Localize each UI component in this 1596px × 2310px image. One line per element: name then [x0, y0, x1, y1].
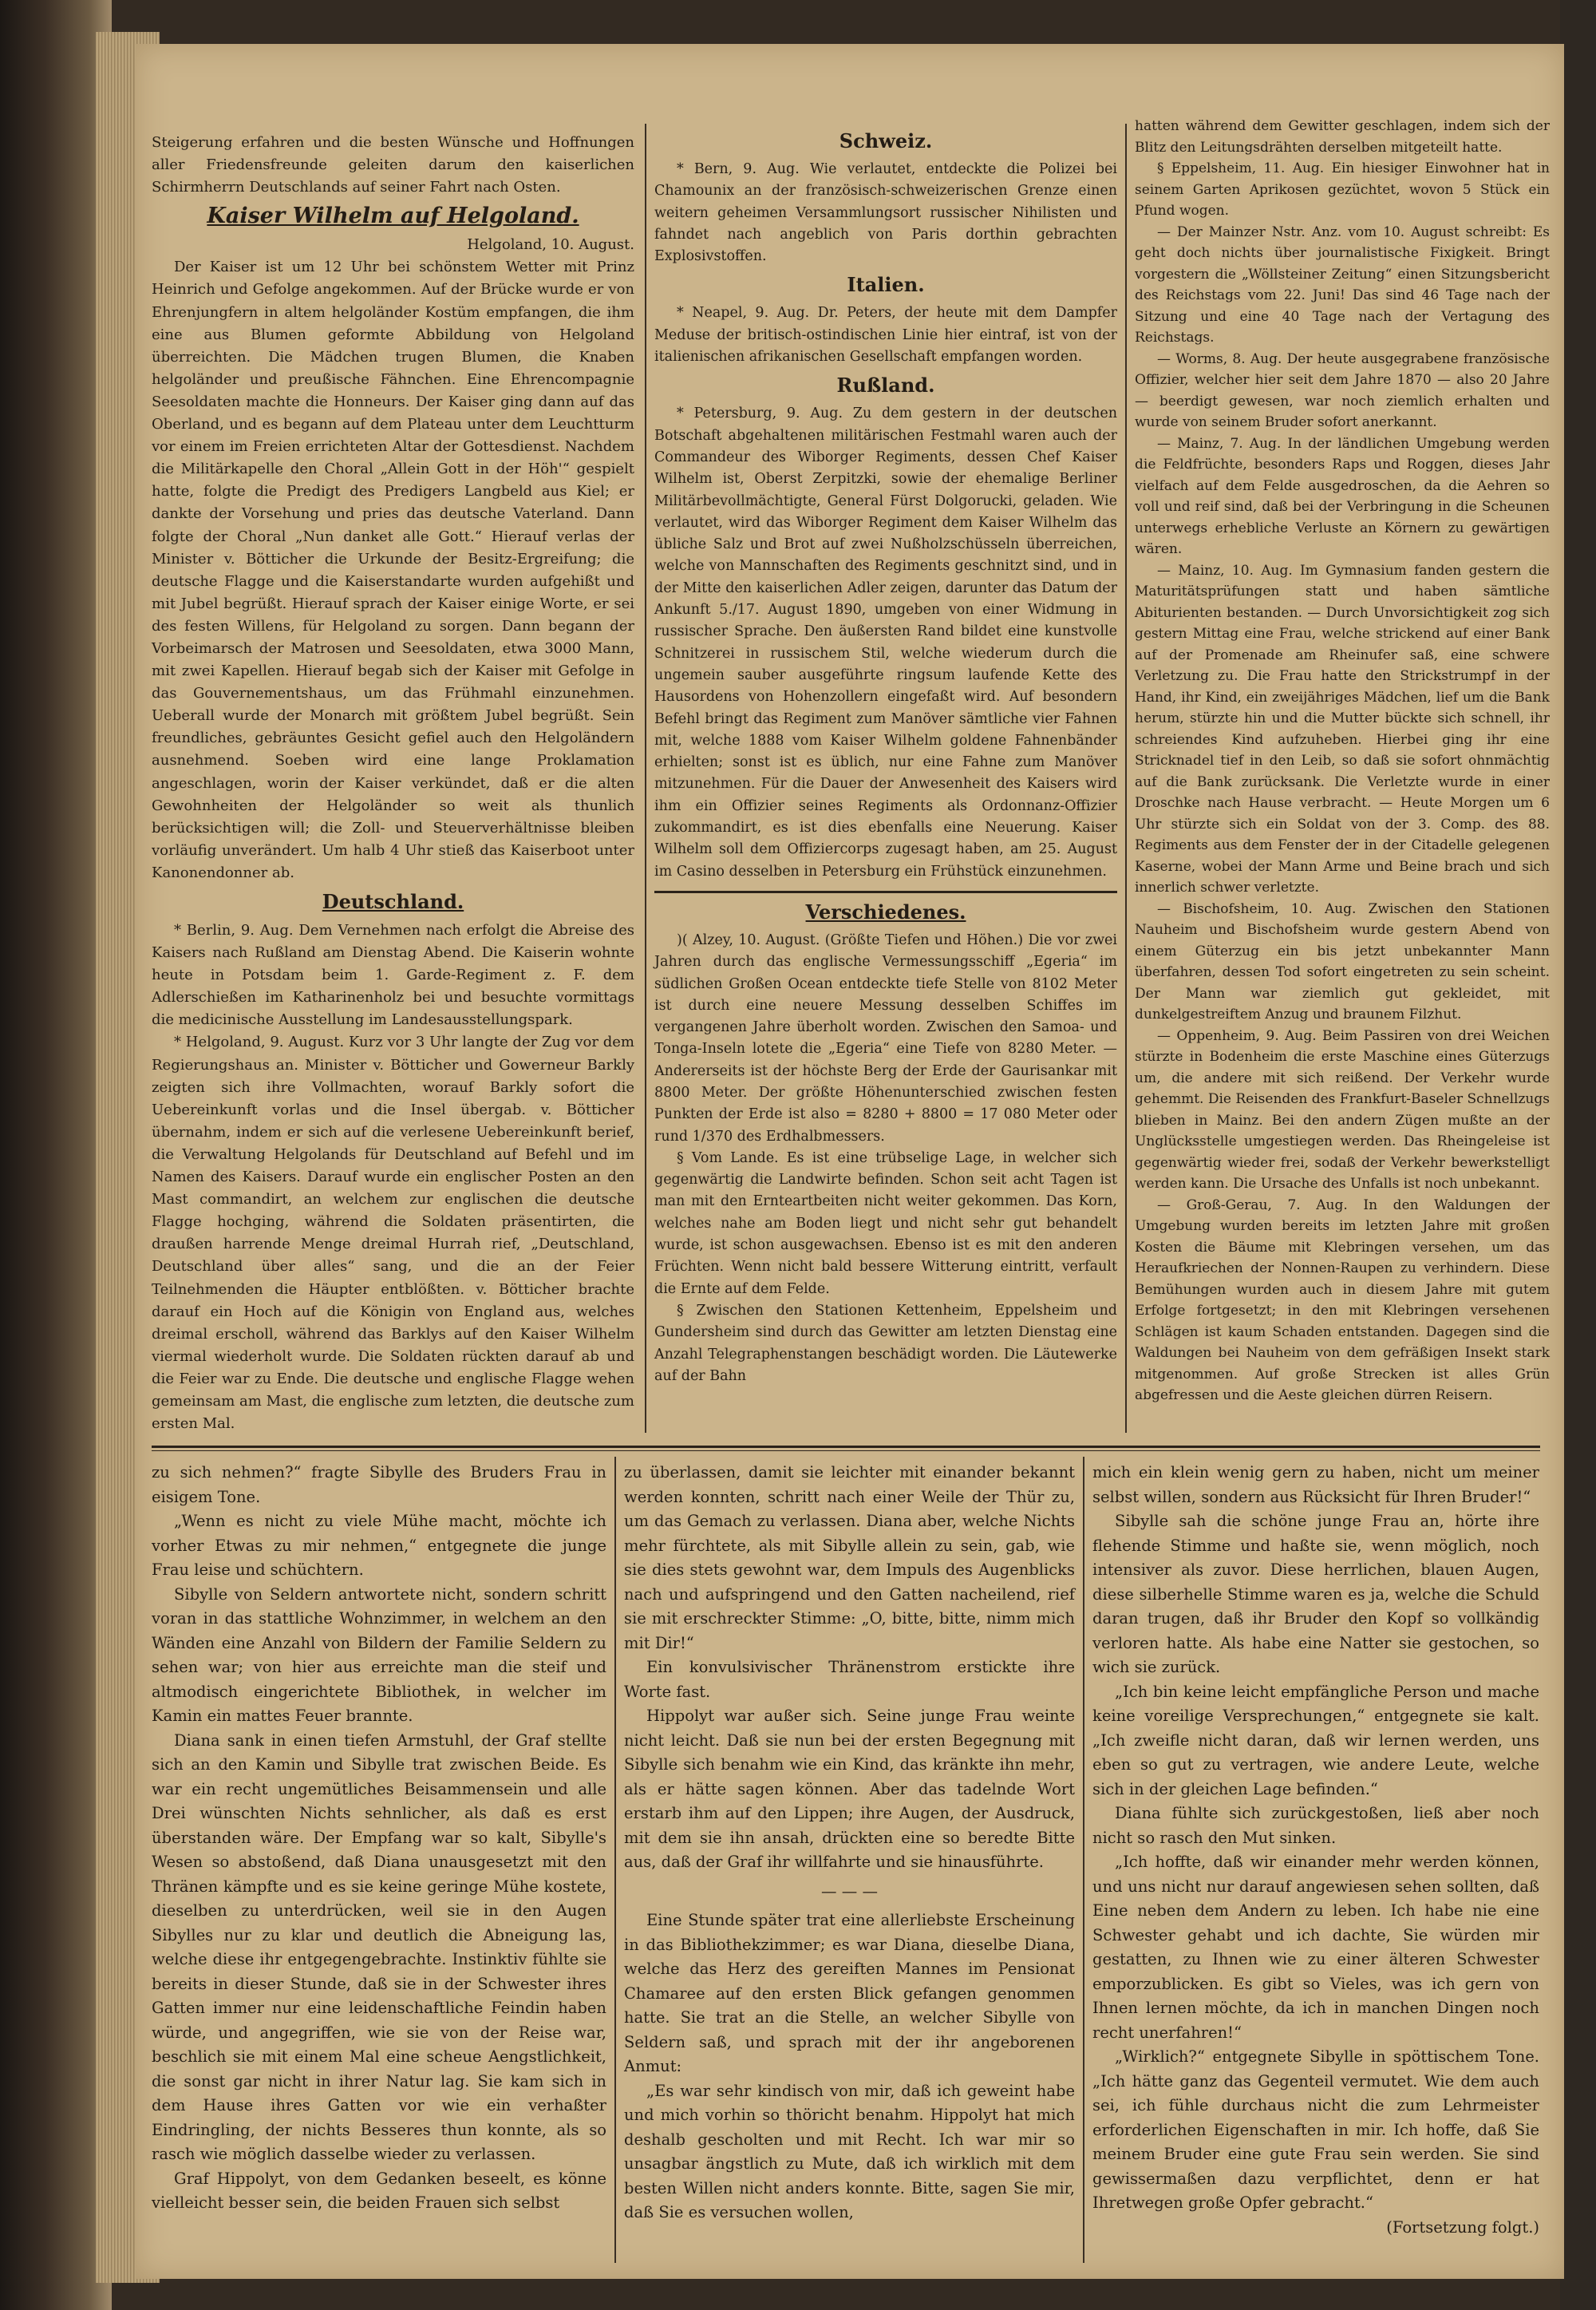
- story-paragraph: zu überlassen, damit sie leichter mit einander bekannt werden konnten, schritt nach einer Weile der Thür zu, um das Gemach zu verlassen. Diana aber, welche Nichts mehr fürchtete, als mit Sibylle allein zu sein, gab, wie sie dies stets gewohnt war, dem Impuls des Augenblicks nach und aufspringend und den Gatten nacheilend, rief sie mit erschreckter Stimme: „O, bitte, bitte, nimm mich mit Dir!“: [624, 1463, 1075, 1652]
- article-paragraph: § Zwischen den Stationen Kettenheim, Eppelsheim und Gundersheim sind durch das Gewitter am letzten Dienstag eine Anzahl Telegraphenstangen beschädigt worden. Die Läutewerke auf der Bahn: [654, 1302, 1117, 1384]
- article-paragraph: — Bischofsheim, 10. Aug. Zwischen den Stationen Nauheim und Bischofsheim wurde gestern Abend von einem Güterzug ein bis jetzt unbekannter Mann überfahren, dessen Tod sofort eingetreten zu sein scheint. Der Mann war ziemlich gut gekleidet, mit dunkelgestreiftem Anzug und braunem Filzhut.: [1135, 900, 1550, 1022]
- story-paragraph: Diana sank in einen tiefen Armstuhl, der Graf stellte sich an den Kamin und Sibylle trat zwischen Beide. Es war ein recht ungemütliches Beisammensein und alle Drei wünschten Nichts sehnlicher, als daß es erst überstanden wäre. Der Empfang war so kalt, Sibylle's Wesen so abstoßend, daß Diana unausgesetzt mit den Thränen kämpfte und es sie keine geringe Mühe kostete, dieselben zu unterdrücken, weil sie in den Augen Sibylles nur zu klar und deutlich die Abneigung las, welche diese ihr entgegengebrachte. Instinktiv fühlte sie bereits in dieser Stunde, daß sie in der Schwester ihres Gatten immer nur eine leidenschaftliche Feindin haben würde, und angegriffen, wie sie von der Reise war, beschlich sie mit einem Mal eine scheue Aengstlichkeit, die sonst gar nicht in ihrer Natur lag. Sie kam sich in dem Hause ihres Gatten vor wie ein verhaßter Eindringling, der nichts Besseres thun konnte, als so rasch wie möglich dasselbe wieder zu verlassen.: [152, 1731, 606, 2163]
- feuilleton-column-3: [1092, 1461, 1539, 2240]
- column-rule: [1125, 124, 1127, 1433]
- article-paragraph: — Mainz, 7. Aug. In der ländlichen Umgebung werden die Feldfrüchte, besonders Raps und Roggen, dieses Jahr vielfach auf dem Felde ausgedroschen, da die Aehren so voll und reif sind, daß bei der Verbringung in die Scheunen unterwegs erhebliche Verluste an Körnern zu gewärtigen wären.: [1135, 435, 1550, 557]
- story-paragraph: „Ich bin keine leicht empfängliche Person und mache keine voreilige Versprechungen,“ entgegnete sie kalt. „Ich zweifle nicht daran, daß wir lernen werden, uns eben so gut zu vertragen, wie andere Leute, welche sich in der gleichen Lage befinden.“: [1092, 1682, 1539, 1798]
- column-rule: [1083, 1457, 1084, 2263]
- feuilleton-column-1: [152, 1461, 606, 2216]
- section-heading-italien: Italien.: [847, 273, 925, 297]
- section-heading-schweiz: Schweiz.: [839, 129, 933, 152]
- feuilleton-rule: [152, 1446, 1540, 1448]
- feuilleton-column-2: [624, 1461, 1075, 2225]
- article-paragraph: hatten während dem Gewitter geschlagen, indem sich der Blitz den Leitungsdrähten derselben mitgeteilt hatte.: [1135, 118, 1550, 156]
- story-paragraph: Eine Stunde später trat eine allerliebste Erscheinung in das Bibliothekzimmer; es war Diana, dieselbe Diana, welche das Herz des gereiften Mannes im Pensionat Chamaree auf den ersten Blick gefangen genommen hatte. Sie trat an die Stelle, an welcher Sibylle von Seldern saß, und sprach mit der ihr angeborenen Anmut:: [624, 1911, 1075, 2075]
- article-paragraph: § Vom Lande. Es ist eine trübselige Lage, in welcher sich gegenwärtig die Landwirte befinden. Schon seit acht Tagen ist man mit den Ernteartbeiten nicht weiter gekommen. Das Korn, welches nahe am Boden liegt und nicht sehr gut behandelt wurde, ist schon ausgewachsen. Ebenso ist es mit den anderen Früchten. Wenn nicht bald bessere Witterung eintritt, verfault die Ernte auf dem Felde.: [654, 1149, 1117, 1297]
- book-spine: [0, 0, 112, 2310]
- story-paragraph: Ein konvulsivischer Thränenstrom erstickte ihre Worte fast.: [624, 1658, 1075, 1701]
- headline-kaiser-helgoland: Kaiser Wilhelm auf Helgoland.: [207, 204, 579, 229]
- section-heading-deutschland: Deutschland.: [322, 890, 464, 913]
- column-3: [1135, 116, 1550, 1406]
- column-rule: [614, 1457, 616, 2263]
- article-paragraph: * Bern, 9. Aug. Wie verlautet, entdeckte die Polizei bei Chamounix an der französisch-schweizerischen Grenze einen weitern geheimen Versammlungsort russischer Nihilisten und fahndet nach angeblich von Paris dorthin gebrachten Explosivstoffen.: [654, 161, 1117, 265]
- article-paragraph: — Groß-Gerau, 7. Aug. In den Waldungen der Umgebung wurden bereits im letzten Jahre mit großen Kosten die Bäume mit Klebringen versehen, um das Heraufkriechen der Nonnen-Raupen zu verhindern. Diese Bemühungen wurden auch in diesem Jahre mit gutem Erfolge fortgesetzt; in den mit Klebringen versehenen Schlägen ist kaum Schaden entstanden. Dagegen sind die Waldungen bei Nauheim von dem gefräßigen Insekt stark mitgenommen. Auf große Strecken ist alles Grün abgefressen und die Aeste gleichen dürren Reisern.: [1135, 1197, 1550, 1403]
- story-paragraph: Sibylle von Seldern antwortete nicht, sondern schritt voran in das stattliche Wohnzimmer, in welchem an den Wänden eine Anzahl von Bildern der Familie Seldern zu sehen war; von hier aus erreichte man die steif und altmodisch eingerichtete Bibliothek, in welcher im Kamin ein mattes Feuer brannte.: [152, 1584, 606, 1725]
- story-paragraph: „Wenn es nicht zu viele Mühe macht, möchte ich vorher Etwas zu mir nehmen,“ entgegnete die junge Frau leise und schüchtern.: [152, 1512, 606, 1579]
- article-paragraph: — Oppenheim, 9. Aug. Beim Passiren von drei Weichen stürzte in Bodenheim die erste Maschine eines Güterzugs um, die andere mit sich reißend. Der Verkehr wurde gehemmt. Die Reisenden des Frankfurt-Baseler Schnellzugs blieben in Mainz. Bei den andern Zügen mußte an der Unglücksstelle umgestiegen werden. Das Rheingeleise ist gegenwärtig wieder frei, sodaß der Verkehr bewerkstelligt werden kann. Die Ursache des Unfalls ist noch unbekannt.: [1135, 1027, 1550, 1192]
- article-paragraph: — Mainz, 10. Aug. Im Gymnasium fanden gestern die Maturitätsprüfungen statt und haben sämtliche Abiturienten bestanden. — Durch Unvorsichtigkeit zog sich gestern Mittag eine Frau, welche strickend auf einer Bank auf der Promenade am Rheinufer saß, eine schwere Verletzung zu. Die Frau hatte den Strickstrumpf in der Hand, ihr Kind, ein zweijähriges Mädchen, lief um die Bank herum, stürzte hin und die Mutter bückte sich schnell, ihr schreiendes Kind aufzuheben. Hierbei ging ihr eine Stricknadel tief in den Leib, so daß sie sofort ohnmächtig auf die Bank zurücksank. Die Verletzte wurde in einer Droschke nach Hause verbracht. — Heute Morgen um 6 Uhr stürzte sich ein Soldat von der 3. Comp. des 88. Regiments aus dem Fenster der in der Citadelle gelegenen Kaserne, wobei der Mann Arme und Beine brach und sich innerlich schwer verletzte.: [1135, 562, 1550, 896]
- article-tail: Steigerung erfahren und die besten Wünsche und Hoffnungen aller Friedensfreunde geleiten darum den kaiserlichen Schirmherrn Deutschlands auf seiner Fahrt nach Osten.: [152, 134, 634, 196]
- section-heading-russland: Rußland.: [836, 374, 935, 398]
- article-paragraph: — Der Mainzer Nstr. Anz. vom 10. August schreibt: Es geht doch nichts über journalistische Fixigkeit. Bringt vorgestern die „Wöllsteiner Zeitung“ einen Sitzungsbericht des Reichstags vom 22. Juni! Das sind 46 Tage nach der Sitzung und eine 40 Tage nach der Vertagung des Reichstags.: [1135, 223, 1550, 346]
- article-paragraph: § Eppelsheim, 11. Aug. Ein hiesiger Einwohner hat in seinem Garten Aprikosen gezüchtet, wovon 5 Stück ein Pfund wogen.: [1135, 160, 1550, 219]
- feuilleton-rule: [152, 1450, 1540, 1451]
- column-rule: [645, 124, 646, 1433]
- story-paragraph: mich ein klein wenig gern zu haben, nicht um meiner selbst willen, sondern aus Rücksicht für Ihren Bruder!“: [1092, 1463, 1539, 1506]
- dateline: Helgoland, 10. August.: [467, 236, 634, 254]
- story-paragraph: „Ich hoffte, daß wir einander mehr werden können, und uns nicht nur darauf angewiesen sehen sollten, daß Eine neben dem Andern zu leben. Ich habe nie eine Schwester gehabt und ich dachte, Sie würden mir gestatten, zu Ihnen wie zu einer älteren Schwester emporzublicken. Es gibt so Vieles, was ich gern von Ihnen lernen möchte, da ich in manchen Dingen noch recht unerfahren!“: [1092, 1853, 1539, 2042]
- story-paragraph: Graf Hippolyt, von dem Gedanken beseelt, es könne vielleicht besser sein, die beiden Frauen sich selbst: [152, 2169, 606, 2212]
- article-paragraph: * Neapel, 9. Aug. Dr. Peters, der heute mit dem Dampfer Meduse der britisch-ostindischen Linie hier eintraf, ist von der italienischen afrikanischen Gesellschaft empfangen worden.: [654, 305, 1117, 366]
- section-heading-verschiedenes: Verschiedenes.: [805, 900, 966, 924]
- story-paragraph: „Es war sehr kindisch von mir, daß ich geweint habe und mich vorhin so thöricht benahm. Hippolyt hat mich deshalb gescholten und mit Recht. Ich war mir so unsagbar ängstlich zu Mute, daß ich wirklich mit dem besten Willen nicht anders konnte. Bitte, sagen Sie mir, daß Sie es versuchen wollen,: [624, 2081, 1075, 2221]
- article-paragraph: * Helgoland, 9. August. Kurz vor 3 Uhr langte der Zug vor dem Regierungshaus an. Minister v. Bötticher und Gowerneur Barkly zeigten sich ihre Vollmachten, worauf Barkly sofort die Uebereinkunft vorlas und die Insel übergab. v. Bötticher übernahm, indem er sich auf die verlesene Uebereinkunft berief, die Verwaltung Helgolands für Deutschland auf Befehl und im Namen des Kaisers. Darauf wurde ein englischer Posten an den Mast commandirt, an welchem zur englischen die deutsche Flagge hochging, während die Soldaten präsentirten, die draußen harrende Menge dreimal Hurrah rief, „Deutschland, Deutschland über alles“ sang, und die an der Feier Teilnehmenden die Häupter entblößten. v. Bötticher brachte darauf ein Hoch auf die Königin von England aus, welches dreimal erscholl, während das Barklys auf den Kaiser Wilhelm viermal wiederholt wurde. Die Soldaten rückten darauf ab und die Feier war zu Ende. Die deutsche und englische Flagge wehen gemeinsam am Mast, die englische zum letzten, die deutsche zum ersten Mal.: [152, 1034, 634, 1433]
- column-2: [654, 124, 1117, 1387]
- story-paragraph: zu sich nehmen?“ fragte Sibylle des Bruders Frau in eisigem Tone.: [152, 1463, 606, 1506]
- story-paragraph: Hippolyt war außer sich. Seine junge Frau weinte nicht leicht. Daß sie nun bei der ersten Begegnung mit Sibylle sich benahm wie ein Kind, das kränkte ihn mehr, als er hätte sagen können. Aber das tadelnde Wort erstarb ihm auf den Lippen; ihre Augen, der Ausdruck, mit dem sie ihn ansah, drückten eine so beredte Bitte aus, daß der Graf ihr willfahrte und sie hinausführte.: [624, 1707, 1075, 1871]
- article-paragraph: — Worms, 8. Aug. Der heute ausgegrabene französische Offizier, welcher hier seit dem Jahre 1870 — also 20 Jahre — beerdigt gewesen, war noch ziemlich erhalten und wurde von seinem Bruder sofort anerkannt.: [1135, 350, 1550, 430]
- story-paragraph: „Wirklich?“ entgegnete Sibylle in spöttischem Tone. „Ich hätte ganz das Gegenteil vermutet. Wie dem auch sei, ich fühle durchaus nicht die zum Lehrmeister erforderlichen Eigenschaften in mir. Ich hoffe, daß Sie meinem Bruder eine gute Frau sein werden. Sie sind gewissermaßen dazu verpflichtet, denn er hat Ihretwegen große Opfer gebracht.“: [1092, 2047, 1539, 2212]
- story-paragraph: Diana fühlte sich zurückgestoßen, ließ aber noch nicht so rasch den Mut sinken.: [1092, 1804, 1539, 1847]
- column-1: [152, 132, 634, 1435]
- article-paragraph: * Berlin, 9. Aug. Dem Vernehmen nach erfolgt die Abreise des Kaisers nach Rußland am Dienstag Abend. Die Kaiserin wohnte heute in Potsdam beim 1. Garde-Regiment z. F. dem Adlerschießen im Katharinenholz bei und besuchte vormittags die medicinische Ausstellung im Landesausstellungspark.: [152, 922, 634, 1029]
- section-rule: [654, 891, 1117, 893]
- background-edge: [1560, 0, 1596, 2310]
- article-paragraph: )( Alzey, 10. August. (Größte Tiefen und Höhen.) Die vor zwei Jahren durch das englische Vermessungsschiff „Egeria“ im südlichen Großen Ocean entdeckte tiefe Stelle von 8102 Meter ist durch eine neuere Messung desselben Schiffes im vergangenen Jahre überholt worden. Zwischen den Samoa- und Tonga-Inseln lotete die „Egeria“ eine Tiefe von 8280 Meter. — Andererseits ist der höchste Berg der Erde der Gaurisankar mit 8800 Meter. Der größte Höhenunterschied zwischen festen Punkten der Erde ist also = 8280 + 8800 = 17 080 Meter oder rund 1/370 des Erdhalbmessers.: [654, 932, 1117, 1145]
- continuation-note: (Fortsetzung folgt.): [1386, 2217, 1539, 2237]
- scene-break: — — —: [821, 1881, 878, 1901]
- article-paragraph: * Petersburg, 9. Aug. Zu dem gestern in der deutschen Botschaft abgehaltenen militärischen Festmahl waren auch der Commandeur des Wiborger Regiments, dessen Chef Kaiser Wilhelm ist, Oberst Zerpitzki, sowie der ehemalige Berliner Militärbevollmächtigte, General Fürst Dolgorucki, geladen. Wie verlautet, wird das Wiborger Regiment dem Kaiser Wilhelm das übliche Salz und Brot auf zwei Nußholzschüsseln überreichen, welche von Mannschaften des Regiments geschnitzt sind, und in der Mitte den kaiserlichen Adler zeigen, darunter das Datum der Ankunft 5./17. August 1890, umgeben von einer Widmung in russischer Sprache. Den äußersten Rand bildet eine kunstvolle Schnitzerei in russischem Stil, welche wiederum durch die ungemein sauber ausgeführte ringsum laufende Kette des Hausordens von Hohenzollern eingefaßt wird. Auf besondern Befehl bringt das Regiment zum Manöver sämtliche vier Fahnen mit, welche 1888 vom Kaiser Wilhelm goldene Fahnenbänder erhielten; sonst ist es üblich, nur eine Fahne zum Manöver mitzunehmen. Für die Dauer der Anwesenheit des Kaisers wird ihm ein Offizier seines Regiments als Ordonnanz-Offizier zukommandirt, es ist dies ebenfalls eine Neuerung. Kaiser Wilhelm soll dem Offiziercorps zugesagt haben, am 25. August im Casino desselben in Petersburg ein Frühstück einzunehmen.: [654, 405, 1117, 880]
- newspaper-page: [136, 44, 1564, 2279]
- story-paragraph: Sibylle sah die schöne junge Frau an, hörte ihre flehende Stimme und haßte sie, wenn möglich, noch intensiver als zuvor. Diese herrlichen, blauen Augen, diese silberhelle Stimme waren es ja, welche die Schuld daran trugen, daß ihr Bruder den Kopf so vollkändig verloren hatte. Als habe eine Natter sie gestochen, so wich sie zurück.: [1092, 1512, 1539, 1676]
- article-paragraph: Der Kaiser ist um 12 Uhr bei schönstem Wetter mit Prinz Heinrich und Gefolge angekommen. Auf der Brücke wurde er von Ehrenjungfern in altem helgoländer Kostüm empfangen, die ihm eine aus Blumen geformte Abbildung von Helgoland überreichten. Die Mädchen trugen Blumen, die Knaben helgoländer und preußische Fähnchen. Eine Ehrencompagnie Seesoldaten machte die Honneurs. Der Kaiser ging dann auf das Oberland, und es begann auf dem Plateau unter dem Leuchtturm vor einem im Freien errichteten Altar der Gottesdienst. Nachdem die Militärkapelle den Choral „Allein Gott in der Höh'“ gespielt hatte, folgte die Predigt des Predigers Langbeld aus Kiel; er dankte der Vorsehung und pries das deutsche Vaterland. Dann folgte der Choral „Nun danket alle Gott.“ Hierauf verlas der Minister v. Bötticher die Urkunde der Besitz-Ergreifung; die deutsche Flagge und die Kaiserstandarte wurden aufgehißt und mit Jubel begrüßt. Hierauf sprach der Kaiser einige Worte, er sei des festen Willens, für Helgoland zu sorgen. Dann begann der Vorbeimarsch der Matrosen und Seesoldaten, etwa 3000 Mann, mit zwei Kapellen. Hierauf begab sich der Kaiser mit Gefolge in das Gouvernementshaus, um das Frühmahl einzunehmen. Ueberall wurde der Monarch mit größtem Jubel begrüßt. Sein freundliches, gebräuntes Gesicht gefiel auch den Helgoländern ausnehmend. Soeben wird eine lange Proklamation angeschlagen, worin der Kaiser verkündet, daß er die alten Gewohnheiten der Helgoländer so weit als thunlich berücksichtigen will; die Zoll- und Steuerverhältnisse bleiben vorläufig unverändert. Um halb 4 Uhr stieß das Kaiserboot unter Kanonendonner ab.: [152, 259, 634, 881]
